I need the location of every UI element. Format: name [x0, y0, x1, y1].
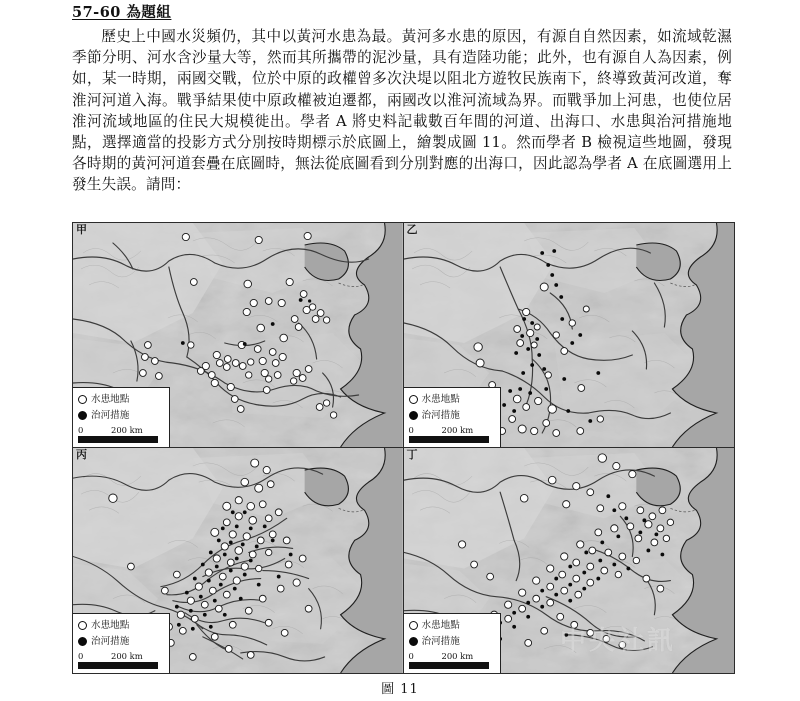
legend-row-flood: [78, 618, 165, 633]
filled-circle-icon: [409, 411, 418, 420]
filled-circle-icon: [409, 637, 418, 646]
map-panel-yi[interactable]: [404, 223, 735, 448]
scale-zero-label: 0: [78, 425, 84, 435]
scale-bar-graphic: [409, 662, 489, 669]
legend-label-flood: 水患地點: [421, 394, 460, 405]
map-panel-jia[interactable]: [73, 223, 404, 448]
scale-max-label: 200 km: [441, 425, 474, 435]
figure-11: [72, 222, 735, 674]
legend-label-control: 治河措施: [91, 636, 130, 647]
scale-max-label: 200 km: [441, 651, 474, 661]
scale-labels: [78, 651, 162, 662]
figure-frame: [72, 222, 735, 674]
legend-label-flood: 水患地點: [421, 620, 460, 631]
scale-bar-jia: [78, 425, 162, 443]
legend-label-control: 治河措施: [421, 636, 460, 647]
legend-row-flood: [78, 392, 165, 407]
legend-row-flood: [409, 392, 496, 407]
hollow-circle-icon: [78, 621, 87, 630]
panel-label-jia: 甲: [76, 223, 87, 236]
scale-bar-graphic: [78, 662, 158, 669]
legend-row-flood: [409, 618, 496, 633]
scale-bar-yi: [409, 425, 493, 443]
legend-row-control: [409, 408, 496, 423]
hollow-circle-icon: [409, 621, 418, 630]
legend-label-control: 治河措施: [421, 410, 460, 421]
scale-labels: [78, 425, 162, 436]
scale-bar-graphic: [409, 436, 489, 443]
legend-label-flood: 水患地點: [91, 620, 130, 631]
legend-label-flood: 水患地點: [91, 394, 130, 405]
scale-bar-ding: [409, 651, 493, 669]
scale-zero-label: 0: [408, 651, 414, 661]
scale-labels: [409, 425, 493, 436]
legend-row-control: [78, 634, 165, 649]
legend-ding: [404, 613, 501, 673]
scale-bar-graphic: [78, 436, 158, 443]
scale-zero-label: 0: [78, 651, 84, 661]
page-title: 57-60 為題組: [72, 4, 172, 21]
filled-circle-icon: [78, 411, 87, 420]
map-panel-ding[interactable]: [404, 448, 735, 673]
hollow-circle-icon: [409, 395, 418, 404]
legend-row-control: [78, 408, 165, 423]
map-panel-bing[interactable]: [73, 448, 404, 673]
legend-label-control: 治河措施: [91, 410, 130, 421]
scale-bar-bing: [78, 651, 162, 669]
legend-yi: [404, 387, 501, 447]
watermark: 中央社訊: [560, 626, 677, 656]
document-text-block: [72, 4, 732, 196]
figure-caption: 圖 11: [381, 682, 419, 697]
scale-labels: [409, 651, 493, 662]
legend-bing: [73, 613, 170, 673]
legend-jia: [73, 387, 170, 447]
panel-label-bing: 丙: [76, 448, 87, 461]
panel-label-yi: 乙: [406, 223, 418, 236]
scale-max-label: 200 km: [111, 425, 143, 435]
scale-max-label: 200 km: [111, 651, 143, 661]
legend-row-control: [409, 634, 496, 649]
panel-label-ding: 丁: [406, 448, 418, 461]
scale-zero-label: 0: [408, 425, 414, 435]
hollow-circle-icon: [78, 395, 87, 404]
filled-circle-icon: [78, 637, 87, 646]
body-paragraph: 歷史上中國水災頻仍，其中以黃河水患為最。黃河多水患的原因，有源自自然因素，如流域乾濕季節分明、河水含沙量大等，然而其所攜帶的泥沙量，具有造陸功能；此外，也有源自人為因素，例如，某一時期，兩國交戰，位於中原的政權曾多次決堤以阻北方遊牧民族南下，終導致黃河改道，奪淮河河道入海。戰爭結果使中原政權被迫遷都，兩國改以淮河流域為界。而戰爭加上河患，也使位居淮河流域地區的住民大規模徙出。學者 A 將史料記載數百年間的河道、出海口、水患與治河措施地點，選擇適當的投影方式分別按時期標示於底圖上，繪製成圖 11。然而學者 B 檢視這些地圖，發現各時期的黃河河道套疊在底圖時，無法從底圖看到分別對應的出海口，因此認為學者 A 在底圖選用上發生失誤。請問：: [72, 28, 732, 194]
